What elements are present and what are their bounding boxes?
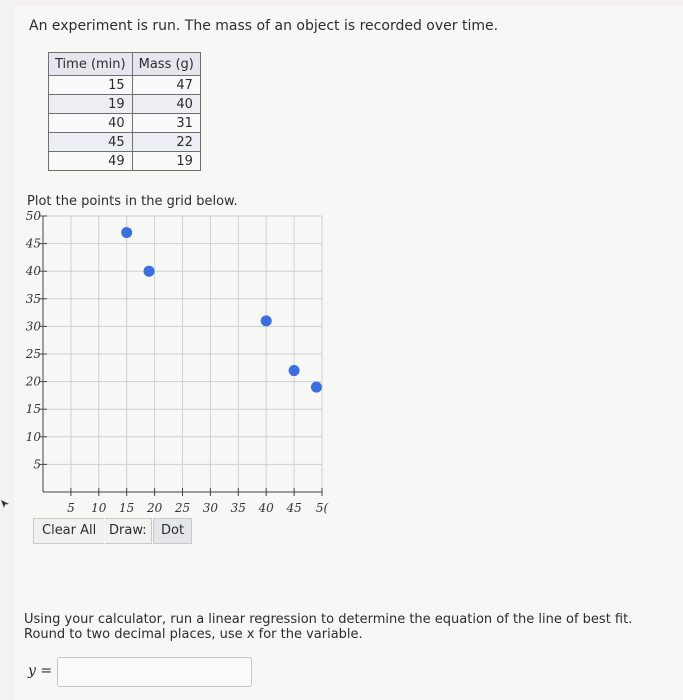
data-point — [311, 382, 322, 393]
x-tick-label: 5 — [67, 501, 75, 515]
answer-label: y = — [28, 663, 53, 679]
intro-text: An experiment is run. The mass of an object is recorded over time. — [29, 18, 499, 34]
table-cell: 40 — [49, 114, 133, 133]
x-tick-label: 35 — [230, 501, 246, 515]
data-point — [261, 315, 272, 326]
y-tick-label: 35 — [25, 291, 41, 306]
table-header-time: Time (min) — [49, 53, 133, 76]
table-cell: 19 — [132, 152, 200, 171]
table-cell: 40 — [132, 95, 200, 114]
table-cell: 31 — [132, 114, 200, 133]
y-tick-label: 50 — [25, 209, 41, 223]
table-cell: 15 — [49, 76, 133, 95]
y-tick-label: 25 — [25, 347, 41, 361]
data-point — [121, 227, 132, 238]
table-cell: 22 — [132, 133, 200, 152]
table-cell: 47 — [132, 76, 200, 95]
x-tick-label: 25 — [174, 501, 191, 515]
x-tick-label: 10 — [91, 501, 107, 515]
y-tick-label: 5 — [33, 457, 41, 472]
x-tick-label: 20 — [146, 501, 163, 515]
clear-all-button[interactable]: Clear All — [33, 518, 104, 544]
x-tick-label: 30 — [202, 501, 219, 515]
dot-tool-button[interactable]: Dot — [153, 518, 192, 544]
y-tick-label: 30 — [25, 319, 41, 334]
y-tick-label: 10 — [25, 429, 41, 444]
draw-label: Draw: — [105, 518, 152, 544]
x-tick-label: 45 — [286, 501, 302, 515]
x-tick-label: 15 — [119, 501, 135, 515]
x-tick-label: 5( — [315, 501, 329, 515]
regression-question: Using your calculator, run a linear regression to determine the equation of the line of best fit. Round to two decimal places, use x for the variable. — [24, 612, 633, 642]
answer-input[interactable] — [57, 657, 252, 687]
y-tick-label: 40 — [25, 264, 41, 279]
y-tick-label: 15 — [25, 402, 41, 417]
table-header-mass: Mass (g) — [132, 53, 200, 76]
table-cell: 19 — [49, 95, 133, 114]
table-cell: 45 — [49, 133, 133, 152]
x-tick-label: 40 — [258, 501, 274, 515]
y-tick-label: 20 — [25, 374, 41, 389]
table-cell: 49 — [49, 152, 133, 171]
y-tick-label: 45 — [25, 236, 41, 251]
data-point — [289, 365, 300, 376]
plot-instructions: Plot the points in the grid below. — [27, 194, 238, 209]
data-point — [144, 266, 155, 277]
